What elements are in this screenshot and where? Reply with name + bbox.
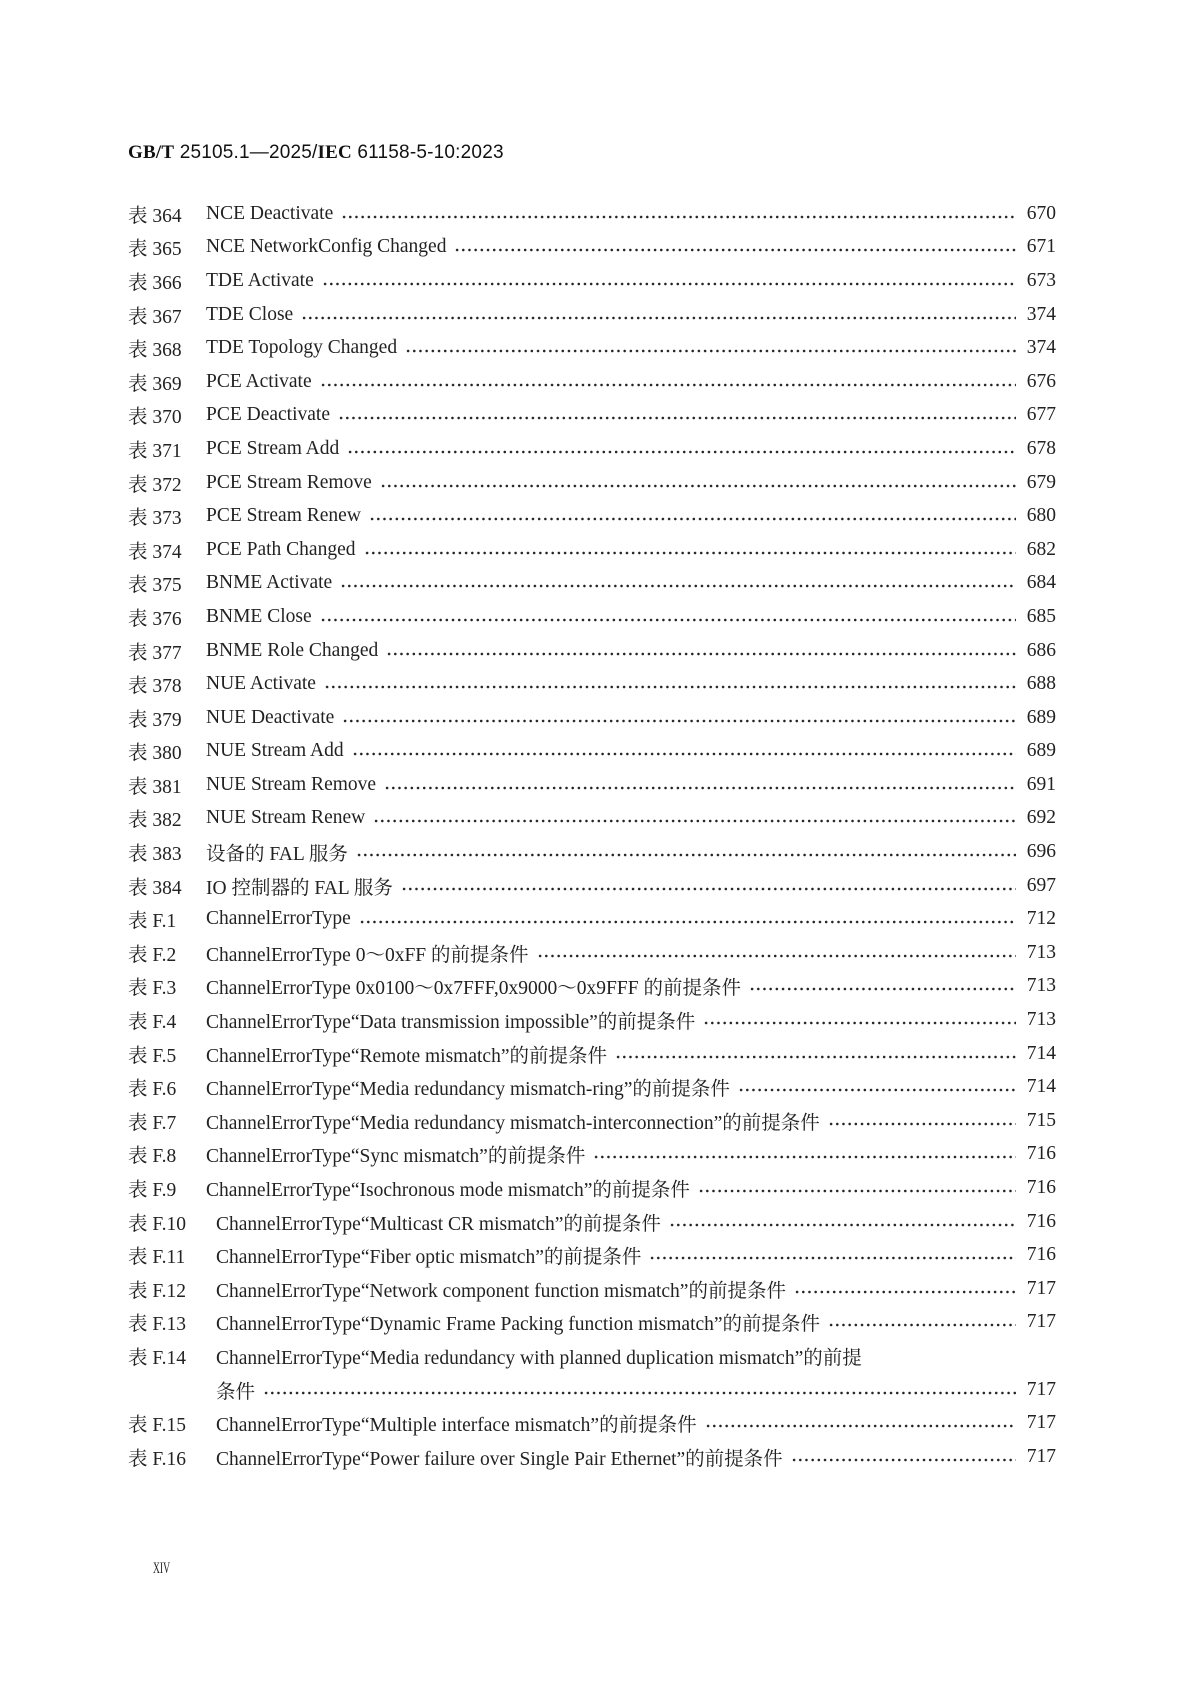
entry-title: PCE Path Changed [206, 538, 356, 560]
toc-entry[interactable] [128, 365, 1056, 399]
entry-label: 表 F.10 [128, 1213, 187, 1235]
toc-entry[interactable] [128, 701, 1056, 735]
leader-dots [373, 808, 1016, 828]
leader-dots [342, 708, 1016, 728]
toc-entry[interactable] [128, 835, 1056, 869]
leader-dots [794, 1279, 1016, 1299]
toc-entry[interactable] [128, 231, 1056, 265]
leader-dots [454, 237, 1016, 257]
toc-entry[interactable] [128, 567, 1056, 601]
entry-page: 691 [1026, 773, 1056, 795]
entry-title: ChannelErrorType“Network component function mismatch”的前提条件 [216, 1280, 786, 1302]
entry-page: 717 [1026, 1277, 1056, 1299]
entry-label: 表 368 [128, 340, 182, 362]
entry-page: 680 [1026, 505, 1056, 527]
entry-title: PCE Stream Add [206, 437, 340, 459]
entry-title: ChannelErrorType“Media redundancy mismatch-ring”的前提条件 [206, 1079, 730, 1101]
entry-page: 678 [1026, 437, 1056, 459]
leader-dots [301, 305, 1016, 325]
toc-entry[interactable] [128, 1440, 1056, 1474]
toc-entry[interactable] [128, 1138, 1056, 1172]
entry-title: ChannelErrorType“Media redundancy with planned duplication mismatch”的前提 [216, 1347, 862, 1369]
toc-entry[interactable] [128, 1037, 1056, 1071]
entry-label: 表 F.1 [128, 911, 177, 933]
entry-label: 表 365 [128, 239, 182, 261]
entry-title-continuation: 条件 [216, 1381, 256, 1403]
entry-title: ChannelErrorType [206, 908, 351, 930]
entry-label: 表 381 [128, 776, 182, 798]
entry-label: 表 371 [128, 440, 182, 462]
leader-dots [537, 943, 1016, 963]
toc-entry[interactable] [128, 600, 1056, 634]
leader-dots [322, 271, 1016, 291]
entry-label: 表 F.15 [128, 1415, 187, 1437]
entry-page: 714 [1026, 1076, 1056, 1098]
entry-page: 717 [1026, 1378, 1056, 1400]
leader-dots [340, 573, 1016, 593]
iec-prefix: IEC [317, 142, 352, 163]
toc-entry[interactable] [128, 499, 1056, 533]
entry-page: 713 [1026, 1009, 1056, 1031]
leader-dots [341, 204, 1016, 224]
entry-title: 设备的 FAL 服务 [206, 844, 348, 866]
toc-entry[interactable] [128, 432, 1056, 466]
entry-page: 671 [1026, 236, 1056, 258]
entry-label: 表 384 [128, 877, 182, 899]
toc-entry[interactable] [128, 634, 1056, 668]
leader-dots [380, 473, 1016, 493]
leader-dots [405, 338, 1016, 358]
iec-number: 61158-5-10:2023 [351, 142, 504, 163]
standard-number: 25105.1—2025/ [174, 142, 318, 163]
leader-dots [359, 909, 1016, 929]
leader-dots [703, 1010, 1016, 1030]
entry-page: 673 [1026, 269, 1056, 291]
table-of-contents [128, 197, 1056, 1474]
toc-entry[interactable] [128, 1104, 1056, 1138]
leader-dots [386, 641, 1016, 661]
entry-title: PCE Stream Renew [206, 505, 361, 527]
leader-dots [791, 1447, 1016, 1467]
entry-title: TDE Close [206, 303, 294, 325]
entry-label: 表 F.9 [128, 1180, 177, 1202]
leader-dots [738, 1077, 1016, 1097]
entry-title: NUE Deactivate [206, 706, 335, 728]
entry-label: 表 370 [128, 407, 182, 429]
entry-label: 表 383 [128, 844, 182, 866]
entry-title: ChannelErrorType 0x0100～0x7FFF,0x9000～0x9FFF 的前提条件 [206, 978, 741, 1000]
leader-dots [352, 741, 1016, 761]
entry-label: 表 F.6 [128, 1079, 177, 1101]
toc-entry[interactable] [128, 735, 1056, 769]
entry-label: 表 F.2 [128, 944, 177, 966]
toc-entry[interactable] [128, 533, 1056, 567]
entry-title: ChannelErrorType“Isochronous mode mismatch”的前提条件 [206, 1180, 690, 1202]
entry-label: 表 379 [128, 709, 182, 731]
leader-dots [369, 506, 1016, 526]
entry-label: 表 F.5 [128, 1045, 177, 1067]
entry-title: PCE Deactivate [206, 404, 330, 426]
leader-dots [705, 1413, 1016, 1433]
entry-page: 714 [1026, 1042, 1056, 1064]
leader-dots [593, 1144, 1016, 1164]
entry-page: 686 [1026, 639, 1056, 661]
leader-dots [649, 1245, 1016, 1265]
entry-page: 716 [1026, 1210, 1056, 1232]
toc-entry[interactable] [128, 197, 1056, 231]
toc-entry[interactable] [128, 1306, 1056, 1340]
entry-page: 682 [1026, 538, 1056, 560]
toc-entry[interactable] [128, 331, 1056, 365]
entry-page: 688 [1026, 673, 1056, 695]
toc-entry[interactable] [128, 1171, 1056, 1205]
leader-dots [401, 876, 1016, 896]
entry-page: 692 [1026, 807, 1056, 829]
entry-title: ChannelErrorType“Fiber optic mismatch”的前提条件 [216, 1247, 642, 1269]
toc-entry[interactable] [128, 298, 1056, 332]
entry-label: 表 378 [128, 676, 182, 698]
entry-label: 表 F.4 [128, 1012, 177, 1034]
entry-title: ChannelErrorType“Dynamic Frame Packing function mismatch”的前提条件 [216, 1314, 821, 1336]
entry-title: ChannelErrorType“Power failure over Single Pair Ethernet”的前提条件 [216, 1448, 783, 1470]
entry-page: 697 [1026, 874, 1056, 896]
page-number: XIV [153, 1560, 171, 1577]
entry-label: 表 F.14 [128, 1347, 187, 1369]
leader-dots [338, 405, 1016, 425]
entry-page: 717 [1026, 1412, 1056, 1434]
entry-title: PCE Activate [206, 370, 312, 392]
entry-title: BNME Close [206, 605, 312, 627]
leader-dots [347, 439, 1016, 459]
leader-dots [263, 1380, 1016, 1400]
entry-page: 716 [1026, 1143, 1056, 1165]
entry-label: 表 F.3 [128, 978, 177, 1000]
entry-page: 717 [1026, 1311, 1056, 1333]
entry-title: TDE Activate [206, 269, 314, 291]
entry-page: 715 [1026, 1109, 1056, 1131]
entry-label: 表 377 [128, 642, 182, 664]
entry-title: IO 控制器的 FAL 服务 [206, 877, 393, 899]
entry-label: 表 366 [128, 272, 182, 294]
entry-label: 表 F.12 [128, 1280, 187, 1302]
entry-label: 表 364 [128, 205, 182, 227]
entry-title: ChannelErrorType 0～0xFF 的前提条件 [206, 944, 529, 966]
entry-title: TDE Topology Changed [206, 337, 398, 359]
leader-dots [615, 1044, 1016, 1064]
entry-page: 713 [1026, 975, 1056, 997]
entry-title: NUE Stream Add [206, 740, 344, 762]
entry-page: 716 [1026, 1177, 1056, 1199]
entry-label: 表 380 [128, 743, 182, 765]
entry-title: ChannelErrorType“Remote mismatch”的前提条件 [206, 1045, 607, 1067]
entry-label: 表 369 [128, 373, 182, 395]
entry-label: 表 367 [128, 306, 182, 328]
entry-label: 表 F.8 [128, 1146, 177, 1168]
toc-entry[interactable] [128, 936, 1056, 970]
leader-dots [364, 540, 1017, 560]
entry-page: 713 [1026, 941, 1056, 963]
leader-dots [320, 372, 1016, 392]
entry-page: 717 [1026, 1445, 1056, 1467]
toc-entry[interactable] [128, 1070, 1056, 1104]
toc-entry[interactable] [128, 902, 1056, 936]
entry-label: 表 F.7 [128, 1112, 177, 1134]
entry-page: 670 [1026, 202, 1056, 224]
entry-title: BNME Activate [206, 572, 333, 594]
document-header [128, 142, 504, 164]
entry-page: 685 [1026, 605, 1056, 627]
entry-page: 716 [1026, 1244, 1056, 1266]
entry-title: NUE Stream Renew [206, 807, 366, 829]
toc-entry[interactable] [128, 1238, 1056, 1272]
toc-entry[interactable] [128, 768, 1056, 802]
toc-entry[interactable] [128, 869, 1056, 903]
leader-dots [384, 775, 1016, 795]
entry-page: 676 [1026, 370, 1056, 392]
entry-title: NUE Activate [206, 673, 316, 695]
toc-entry[interactable] [128, 1205, 1056, 1239]
entry-title: ChannelErrorType“Multicast CR mismatch”的前提条件 [216, 1213, 661, 1235]
leader-dots [828, 1111, 1016, 1131]
entry-label: 表 F.16 [128, 1448, 187, 1470]
entry-label: 表 F.13 [128, 1314, 187, 1336]
leader-dots [356, 842, 1016, 862]
entry-page: 374 [1026, 337, 1056, 359]
entry-page: 689 [1026, 740, 1056, 762]
entry-title: ChannelErrorType“Sync mismatch”的前提条件 [206, 1146, 586, 1168]
entry-title: BNME Role Changed [206, 639, 379, 661]
toc-entry[interactable] [128, 1003, 1056, 1037]
entry-title: NCE NetworkConfig Changed [206, 236, 447, 258]
toc-entry[interactable] [128, 1339, 1056, 1373]
entry-page: 679 [1026, 471, 1056, 493]
leader-dots [320, 607, 1016, 627]
entry-label: 表 375 [128, 575, 182, 597]
entry-label: 表 373 [128, 508, 182, 530]
leader-dots [669, 1212, 1016, 1232]
toc-entry[interactable] [128, 970, 1056, 1004]
standard-code: GB/T [128, 142, 175, 163]
entry-title: PCE Stream Remove [206, 471, 372, 493]
toc-entry[interactable] [128, 667, 1056, 701]
entry-title: ChannelErrorType“Media redundancy mismatch-interconnection”的前提条件 [206, 1112, 820, 1134]
toc-entry[interactable] [128, 802, 1056, 836]
entry-page: 684 [1026, 572, 1056, 594]
entry-page: 696 [1026, 841, 1056, 863]
leader-dots [749, 976, 1016, 996]
toc-entry[interactable] [128, 466, 1056, 500]
leader-dots [698, 1178, 1016, 1198]
toc-entry[interactable] [128, 399, 1056, 433]
entry-title: ChannelErrorType“Data transmission impossible”的前提条件 [206, 1012, 696, 1034]
entry-page: 374 [1026, 303, 1056, 325]
toc-entry[interactable] [128, 1406, 1056, 1440]
entry-title: ChannelErrorType“Multiple interface mismatch”的前提条件 [216, 1415, 697, 1437]
entry-label: 表 382 [128, 810, 182, 832]
entry-label: 表 374 [128, 541, 182, 563]
leader-dots [828, 1312, 1016, 1332]
toc-entry[interactable] [128, 264, 1056, 298]
entry-label: 表 372 [128, 474, 182, 496]
toc-entry[interactable] [128, 1272, 1056, 1306]
entry-page: 712 [1026, 908, 1056, 930]
entry-title: NCE Deactivate [206, 202, 334, 224]
entry-title: NUE Stream Remove [206, 773, 377, 795]
entry-page: 677 [1026, 404, 1056, 426]
entry-label: 表 F.11 [128, 1247, 186, 1269]
entry-label: 表 376 [128, 608, 182, 630]
entry-page: 689 [1026, 706, 1056, 728]
leader-dots [324, 674, 1016, 694]
toc-entry-continuation [128, 1373, 1056, 1407]
